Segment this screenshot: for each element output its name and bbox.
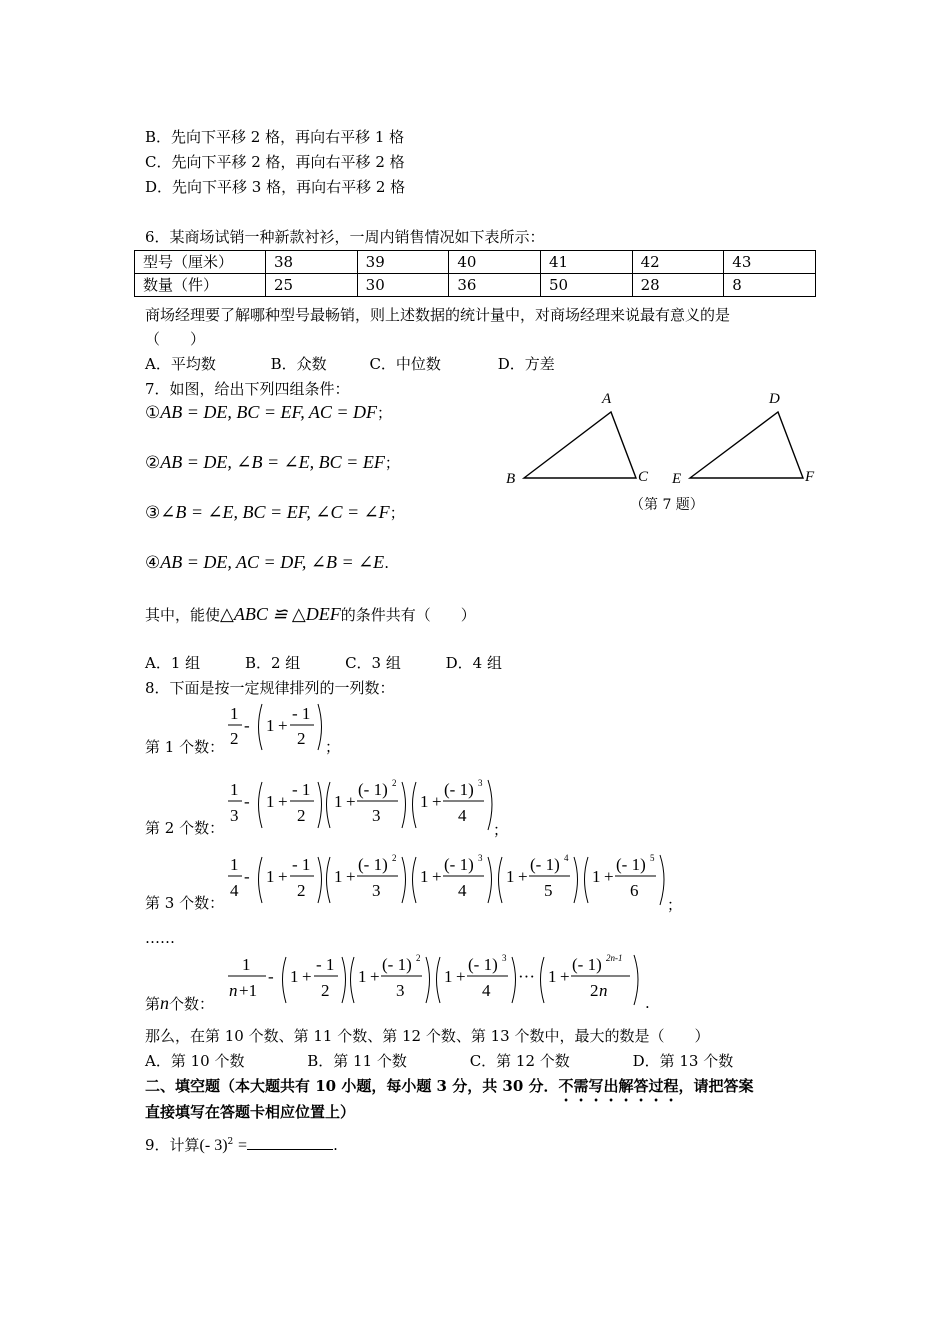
q8-option-d: D．第 13 个数 <box>632 1052 734 1070</box>
svg-text:2: 2 <box>321 981 330 1000</box>
triangle-abc <box>524 412 636 478</box>
table-cell: 39 <box>357 251 449 274</box>
svg-text:2: 2 <box>590 981 599 1000</box>
svg-text:6: 6 <box>630 881 639 900</box>
vertex-label-b: B <box>506 471 516 487</box>
q8-n1-end: ； <box>325 738 341 756</box>
q8-stem: 8．下面是按一定规律排列的一列数： <box>145 679 395 697</box>
q6-option-a: A．平均数 <box>145 355 216 373</box>
figure-caption: （第 7 题） <box>630 497 704 513</box>
vertex-label-a: A <box>602 391 612 407</box>
q8-n1-label: 第 1 个数： <box>145 738 225 756</box>
svg-text:(- 1): (- 1) <box>616 855 646 874</box>
q8-question: 那么，在第 10 个数、第 11 个数、第 12 个数、第 13 个数中，最大的数是（ ） <box>145 1027 710 1045</box>
vertex-label-d: D <box>769 391 780 407</box>
svg-text:1: 1 <box>358 967 367 986</box>
svg-text:(- 1): (- 1) <box>468 955 498 974</box>
svg-text:+: + <box>604 867 614 886</box>
table-cell: 数量（件） <box>135 274 266 297</box>
svg-text:3: 3 <box>372 881 381 900</box>
svg-text:3: 3 <box>478 853 483 863</box>
q8-nn-end: . <box>645 994 650 1012</box>
svg-text:3: 3 <box>372 806 381 825</box>
svg-text:1: 1 <box>420 792 429 811</box>
svg-text:3: 3 <box>502 953 507 963</box>
svg-text:(- 1): (- 1) <box>358 780 388 799</box>
triangle-def <box>690 412 803 478</box>
section-2-heading: 二、填空题（本大题共有 10 小题，每小题 3 分，共 30 分．不需写出解答过程，请把答案 <box>145 1077 754 1095</box>
q8-n2-end: ； <box>493 821 509 839</box>
vertex-label-c: C <box>638 469 649 485</box>
q8-option-b: B．第 11 个数 <box>307 1052 407 1070</box>
vertex-label-f: F <box>805 469 815 485</box>
table-cell: 28 <box>632 274 724 297</box>
q6-answer-paren: （ ） <box>145 330 206 348</box>
svg-text:1: 1 <box>444 967 453 986</box>
q6-options <box>145 354 555 374</box>
svg-text:+: + <box>370 967 380 986</box>
table-cell: 50 <box>540 274 632 297</box>
q7-option-a: A．1 组 <box>145 654 201 672</box>
svg-text:(- 1): (- 1) <box>382 955 412 974</box>
svg-text:1: 1 <box>230 704 239 723</box>
q7-triangles-figure <box>498 385 828 520</box>
svg-text:1: 1 <box>266 716 275 735</box>
svg-text:5: 5 <box>544 881 553 900</box>
q6-stem: 6．某商场试销一种新款衬衫，一周内销售情况如下表所示： <box>145 228 545 246</box>
q8-n3-expression <box>222 851 682 911</box>
q5-option-c: C．先向下平移 2 格，再向右平移 2 格 <box>145 153 405 171</box>
section-2-heading-line2: 直接填写在答题卡相应位置上） <box>145 1103 356 1121</box>
table-cell: 42 <box>632 251 724 274</box>
q6-sales-table <box>134 250 816 297</box>
q8-option-c: C．第 12 个数 <box>469 1052 570 1070</box>
table-cell: 43 <box>724 251 816 274</box>
svg-text:+: + <box>278 716 288 735</box>
q8-n3-label: 第 3 个数： <box>145 894 225 912</box>
svg-text:- 1: - 1 <box>292 855 311 874</box>
svg-text:1: 1 <box>506 867 515 886</box>
svg-text:+: + <box>560 967 570 986</box>
table-cell: 41 <box>540 251 632 274</box>
q5-option-d: D．先向下平移 3 格，再向右平移 2 格 <box>145 178 406 196</box>
table-cell: 8 <box>724 274 816 297</box>
svg-text:2: 2 <box>392 778 397 788</box>
svg-text:2n-1: 2n-1 <box>606 953 623 963</box>
table-row <box>135 274 816 297</box>
q7-condition-3: ③∠B = ∠E, BC = EF, ∠C = ∠F； <box>145 502 405 523</box>
svg-text:1: 1 <box>266 867 275 886</box>
q7-condition-1: ①AB = DE, BC = EF, AC = DF； <box>145 402 393 423</box>
table-cell: 40 <box>449 251 541 274</box>
svg-text:1: 1 <box>334 792 343 811</box>
vertex-label-e: E <box>672 471 682 487</box>
q8-ellipsis: …… <box>145 929 175 947</box>
svg-text:2: 2 <box>297 881 306 900</box>
q8-n2-expression <box>222 776 512 836</box>
svg-text:+: + <box>456 967 466 986</box>
svg-text:+: + <box>432 792 442 811</box>
svg-text:- 1: - 1 <box>316 955 335 974</box>
svg-text:(- 1): (- 1) <box>530 855 560 874</box>
svg-text:1: 1 <box>592 867 601 886</box>
svg-text:-: - <box>244 792 250 811</box>
q8-option-a: A．第 10 个数 <box>145 1052 245 1070</box>
svg-text:3: 3 <box>230 806 239 825</box>
svg-text:1: 1 <box>290 967 299 986</box>
q6-option-b: B．众数 <box>270 355 327 373</box>
q8-n1-expression <box>222 700 342 756</box>
table-cell: 30 <box>357 274 449 297</box>
q8-n2-label: 第 2 个数： <box>145 819 225 837</box>
svg-text:1: 1 <box>230 780 239 799</box>
svg-text:+: + <box>518 867 528 886</box>
table-cell: 36 <box>449 274 541 297</box>
svg-text:···: ··· <box>518 967 535 986</box>
svg-text:+: + <box>432 867 442 886</box>
svg-text:(- 1): (- 1) <box>358 855 388 874</box>
svg-text:2: 2 <box>230 729 239 748</box>
q5-option-b: B．先向下平移 2 格，再向右平移 1 格 <box>145 128 405 146</box>
svg-text:+: + <box>302 967 312 986</box>
q9-line: 9．计算(- 3)$^2$ = . <box>145 1132 338 1156</box>
table-cell: 38 <box>266 251 358 274</box>
svg-text:+: + <box>346 867 356 886</box>
svg-text:(- 1): (- 1) <box>444 855 474 874</box>
svg-text:- 1: - 1 <box>292 780 311 799</box>
svg-text:(- 1): (- 1) <box>444 780 474 799</box>
svg-text:3: 3 <box>478 778 483 788</box>
svg-text:2: 2 <box>392 853 397 863</box>
svg-text:-: - <box>268 967 274 986</box>
svg-text:+1: +1 <box>239 981 258 1000</box>
svg-text:n: n <box>599 981 608 1000</box>
svg-text:1: 1 <box>266 792 275 811</box>
q8-nn-expression <box>222 951 652 1011</box>
q8-n3-end: ； <box>667 896 683 914</box>
svg-text:4: 4 <box>564 853 569 863</box>
svg-text:+: + <box>346 792 356 811</box>
q9-answer-blank <box>247 1133 333 1150</box>
svg-text:1: 1 <box>242 955 251 974</box>
q8-options <box>145 1051 733 1071</box>
q6-option-c: C．中位数 <box>369 355 441 373</box>
q7-stem: 7．如图，给出下列四组条件： <box>145 380 350 398</box>
q6-question: 商场经理要了解哪种型号最畅销，则上述数据的统计量中，对商场经理来说最有意义的是 <box>145 306 731 324</box>
q7-condition-4: ④AB = DE, AC = DF, ∠B = ∠E. <box>145 552 389 573</box>
svg-text:1: 1 <box>230 855 239 874</box>
svg-text:4: 4 <box>458 881 467 900</box>
svg-text:2: 2 <box>297 729 306 748</box>
svg-text:n: n <box>229 981 238 1000</box>
svg-text:4: 4 <box>482 981 491 1000</box>
svg-text:5: 5 <box>650 853 655 863</box>
svg-text:+: + <box>278 867 288 886</box>
table-cell: 25 <box>266 274 358 297</box>
table-row <box>135 251 816 274</box>
q6-option-d: D．方差 <box>497 355 555 373</box>
svg-text:4: 4 <box>458 806 467 825</box>
svg-text:1: 1 <box>548 967 557 986</box>
svg-text:2: 2 <box>297 806 306 825</box>
svg-text:-: - <box>244 867 250 886</box>
q7-option-b: B．2 组 <box>244 654 301 672</box>
q7-option-d: D．4 组 <box>445 654 502 672</box>
svg-text:3: 3 <box>396 981 405 1000</box>
svg-text:4: 4 <box>230 881 239 900</box>
table-cell: 型号（厘米） <box>135 251 266 274</box>
svg-text:1: 1 <box>334 867 343 886</box>
svg-text:2: 2 <box>416 953 421 963</box>
svg-text:(- 1): (- 1) <box>572 955 602 974</box>
svg-text:+: + <box>278 792 288 811</box>
svg-text:- 1: - 1 <box>292 704 311 723</box>
svg-text:1: 1 <box>420 867 429 886</box>
svg-text:-: - <box>244 716 250 735</box>
q7-option-c: C．3 组 <box>345 654 401 672</box>
q8-nn-label: 第n个数： <box>145 993 215 1013</box>
q7-condition-2: ②AB = DE, ∠B = ∠E, BC = EF； <box>145 452 400 473</box>
q7-ask: 其中，能使△ABC ≌ △DEF的条件共有（ ） <box>145 604 476 624</box>
q7-options <box>145 653 502 673</box>
